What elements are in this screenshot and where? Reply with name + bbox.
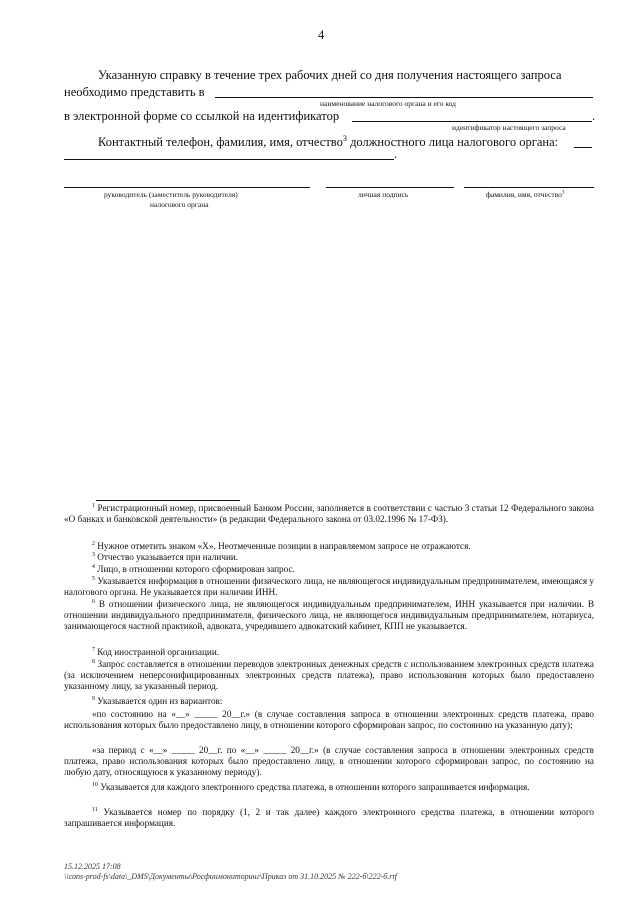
footnote-9: $^9$ Указывается один из вариантов: [92, 695, 223, 706]
footnote-9-variant-1: «по состоянию на «__» _____ 20__г.» (в случае составления запроса в отношении электронных средств платежа, право использования которых было предоставлено лицу, в отношении которого сформирован запрос, по состоянию на указанную дату); [64, 709, 594, 730]
footnote-3: $^3$ Отчество указывается при наличии. [92, 551, 239, 562]
contact-field-a [574, 147, 592, 148]
footnote-separator [96, 500, 240, 501]
caption-sign: личная подпись [358, 190, 409, 199]
caption-head-1: руководитель (заместитель руководителя) [104, 190, 238, 199]
footnote-4: $^4$ Лицо, в отношении которого сформирован запрос. [92, 563, 295, 574]
footnote-11: $^{11}$ Указывается номер по порядку (1, 2 и так далее) каждого электронного средства платежа, в отношении которого запрашивается информация. [64, 806, 595, 828]
body-line-4: Контактный телефон, фамилия, имя, отчество$^3$ должностного лица налогового органа: [98, 133, 559, 149]
caption-identifier: идентификатор настоящего запроса [452, 123, 566, 132]
tax-org-field [215, 97, 593, 98]
body-line-1: Указанную справку в течение трех рабочих дней со дня получения настоящего запроса [98, 68, 562, 82]
footnote-10: $^{10}$ Указывается для каждого электронного средства платежа, в отношении которого запрашивается информация. [92, 781, 530, 792]
signature-head-line [64, 187, 310, 188]
body-line-5-end: . [394, 147, 398, 161]
caption-head-2: налогового органа [150, 200, 209, 209]
footnote-7: $^7$ Код иностранной организации. [92, 646, 220, 657]
footnote-2: $^2$ Нужное отметить знаком «Х». Неотмеченные позиции в направляемом запросе не отражаются. [92, 540, 471, 551]
file-path: \\cons-prod-fs\data\_DMS\Документы\Росфинмониторинг\Приказ от 31.10.2025 № 222-б\222-б.rtf [64, 872, 397, 881]
footnote-5: $^5$ Указывается информация в отношении физического лица, не являющегося индивидуальным предпринимателем, имеющаяся у налогового органа. Не указывается при наличии ИНН. [64, 575, 594, 597]
caption-tax-org: наименование налогового органа и его код [320, 99, 456, 108]
page-number: 4 [318, 28, 325, 42]
footnote-6: $^6$ В отношении физического лица, не являющегося индивидуальным предпринимателем, ИНН указывается при наличии. В отношении индивидуального предпринимателя, физического лица, не являющегося индивидуальным предпринимателем, нотариуса, занимающегося частной практикой, адвоката, учредившего адвокатский кабинет, КПП не указывается. [64, 598, 595, 631]
body-line-3: в электронной форме со ссылкой на идентификатор [64, 109, 340, 123]
print-timestamp: 15.12.2025 17:08 [64, 862, 121, 871]
footnote-1: $^1$ Регистрационный номер, присвоенный Банком России, заполняется в соответствии с частью 3 статьи 12 Федерального закона «О банках и банковской деятельности» (в редакции Федерального закона от 03.02.1996 № 17-ФЗ). [64, 502, 594, 524]
body-line-3-end: . [592, 109, 596, 123]
caption-name: фамилия, имя, отчество$^3$ [486, 190, 565, 199]
contact-field-b [64, 159, 394, 160]
body-line-2: необходимо представить в [64, 85, 205, 99]
identifier-field [352, 121, 592, 122]
footnote-8: $^8$ Запрос составляется в отношении переводов электронных денежных средств с использованием электронных средств платежа (за исключением неперсонифицированных электронных средств платежа), право использования которых было предоставлено указанному лицу, за указанный период. [64, 658, 594, 691]
signature-name-line [464, 187, 594, 188]
footnote-9-variant-2: «за период с «__» _____ 20__г. по «__» _____ 20__г.» (в случае составления запроса в отношении электронных средств платежа, право использования которых было предоставлено лицу, в отношении которого сформирован запрос, по состоянию на любую дату, относящуюся к указанному периоду). [64, 745, 594, 777]
signature-sign-line [326, 187, 454, 188]
